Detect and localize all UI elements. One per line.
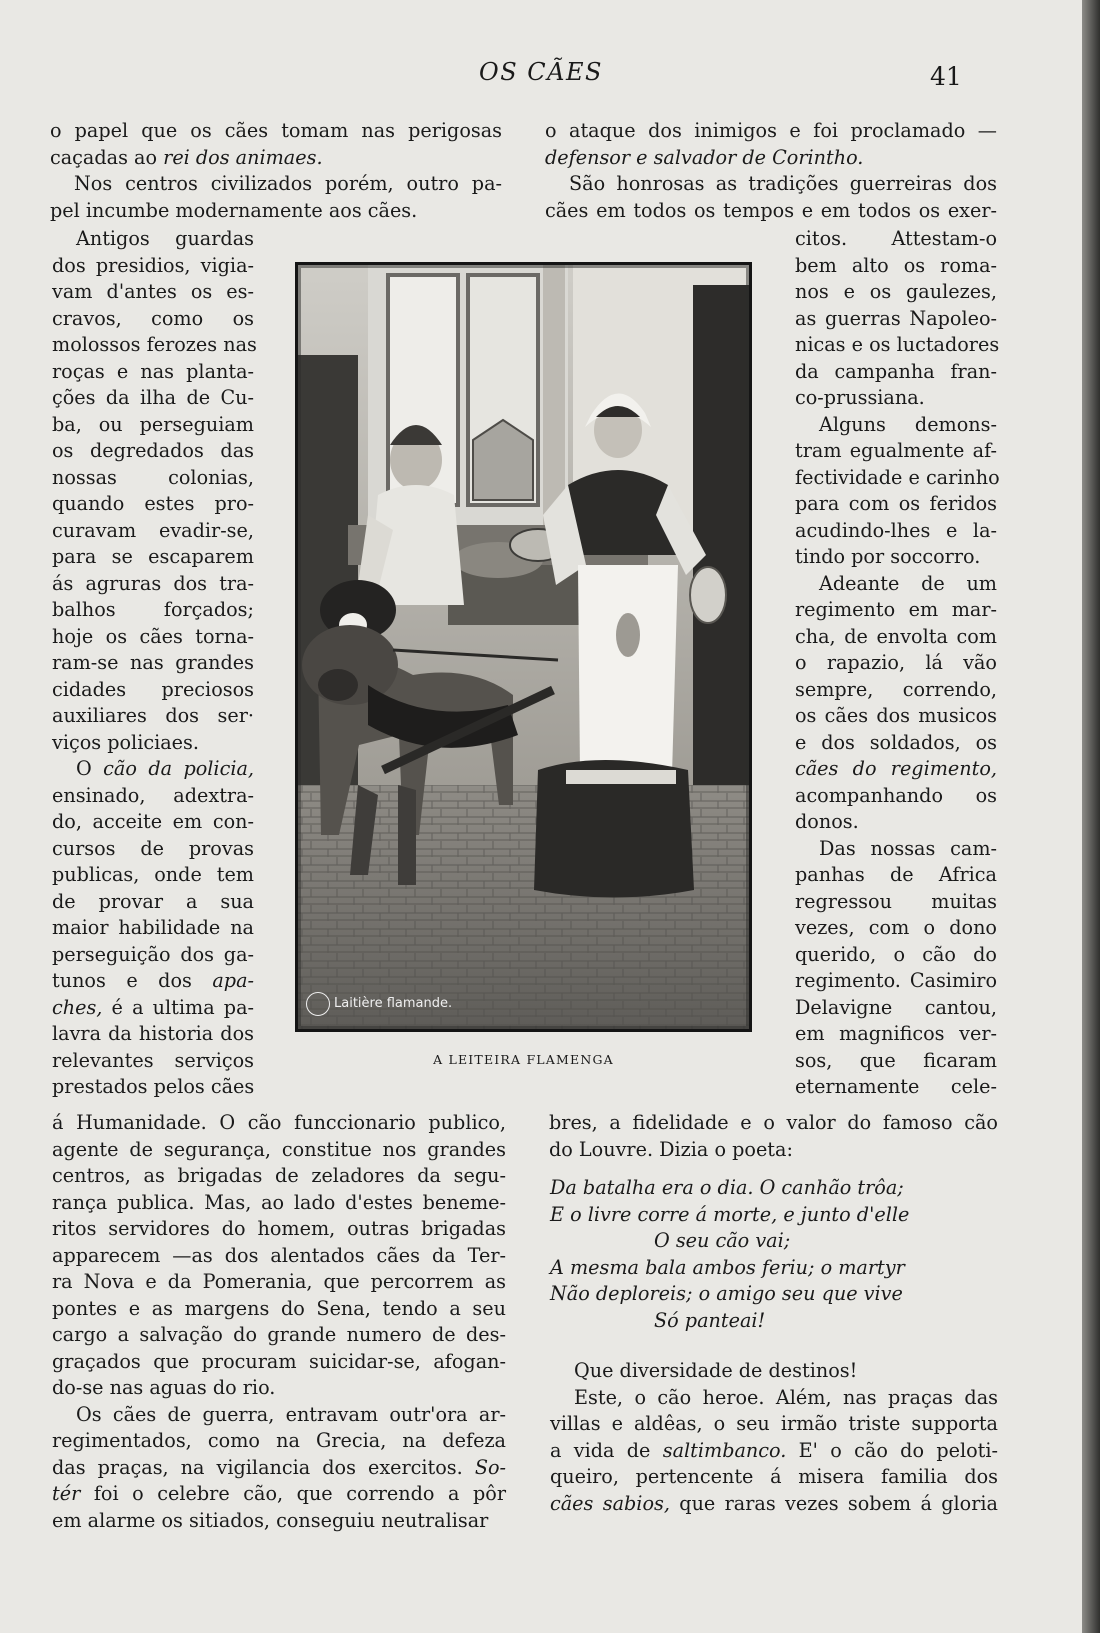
text-line: [550, 1385, 998, 1412]
text-run: acompanhando os: [795, 783, 997, 807]
text-line: [52, 1455, 506, 1482]
poem-line: E o livre corre á morte, e junto d'elle: [550, 1202, 910, 1226]
text-run: Nos centros civilizados porém, outro pa-: [74, 172, 502, 195]
text-line: [545, 145, 997, 172]
text-line: [52, 279, 254, 306]
text-line: [795, 332, 1000, 359]
text-run: pel incumbe modernamente aos cães.: [50, 198, 418, 222]
text-run: o papel que os cães tomam nas perigosas: [50, 119, 502, 142]
text-line: [52, 226, 254, 253]
text-run: para com os feridos: [795, 492, 997, 515]
text-line: [52, 1322, 506, 1349]
text-line: [550, 1464, 998, 1491]
text-line: [52, 624, 254, 651]
text-line: [52, 438, 254, 465]
text-line: [52, 756, 254, 783]
text-line: [52, 1048, 254, 1075]
text-run: os degredados das: [52, 439, 254, 462]
poem-line: A mesma bala ambos feriu; o martyr: [550, 1255, 905, 1279]
italic-run: cães do regimento,: [795, 757, 997, 780]
poem-quotation: [550, 1175, 909, 1334]
text-run: o rapazio, lá vão: [795, 651, 997, 674]
text-run: publicas, onde tem: [52, 863, 254, 886]
right-column-top: [545, 118, 997, 224]
text-line: [549, 1137, 998, 1164]
right-column-bottom: [550, 1358, 998, 1517]
poem-line: O seu cão vai;: [654, 1229, 791, 1252]
text-run: Os cães de guerra, entravam outr'ora ar-: [76, 1402, 506, 1426]
text-run: São honrosas as tradições guerreiras dos: [569, 172, 997, 195]
text-run: as guerras Napoleo-: [795, 306, 997, 330]
text-run: fectividade e carinho: [795, 465, 1000, 489]
text-run: a vida de: [550, 1438, 663, 1462]
text-run: rança publica. Mas, ao lado d'estes beneme-: [52, 1190, 506, 1214]
text-run: tunos e dos: [52, 969, 213, 992]
text-line: [52, 1137, 506, 1164]
text-line: [52, 1349, 506, 1376]
text-line: [795, 915, 997, 942]
text-run: maior habilidade na: [52, 916, 254, 939]
text-run: das praças, na vigilancia dos exercitos.: [52, 1455, 475, 1479]
text-line: [795, 571, 997, 598]
text-line: [52, 1163, 506, 1190]
text-line: [52, 359, 254, 386]
text-run: os cães dos musicos: [795, 704, 997, 727]
text-run: panhas de Africa: [795, 863, 997, 886]
text-run: o ataque dos inimigos e foi proclamado —: [545, 119, 997, 142]
text-run: tram egualmente af-: [795, 439, 997, 462]
text-run: foi o celebre cão, que correndo a pôr: [80, 1482, 506, 1505]
text-line: [52, 703, 254, 730]
text-line: [545, 198, 997, 225]
page-edge: [1082, 0, 1100, 1633]
text-line: [549, 1110, 998, 1137]
poem-line: Da batalha era o dia. O canhão trôa;: [550, 1176, 904, 1199]
text-line: [795, 253, 997, 280]
text-line: [52, 809, 254, 836]
text-run: do-se nas aguas do rio.: [52, 1376, 276, 1399]
text-line: [795, 597, 997, 624]
plate-label: Laitière flamande.: [334, 996, 453, 1011]
right-column-middle: [549, 1110, 998, 1163]
text-run: O: [76, 757, 104, 780]
text-run: cargo a salvação do grande numero de des-: [52, 1323, 506, 1346]
text-line: [795, 412, 997, 439]
text-run: Este, o cão heroe. Além, nas praças das: [574, 1385, 998, 1409]
text-line: [52, 677, 254, 704]
text-run: agente de segurança, constitue nos grandes: [52, 1137, 506, 1161]
text-run: Delavigne cantou,: [795, 995, 997, 1019]
text-run: quando estes pro-: [52, 492, 254, 515]
text-run: auxiliares dos ser·: [52, 704, 254, 727]
text-run: balhos forçados;: [52, 598, 254, 621]
text-line: [795, 783, 997, 810]
text-run: citos. Attestam-o: [795, 227, 997, 250]
text-run: ritos servidores do homem, outras brigadas: [52, 1217, 506, 1240]
text-run: de provar a sua: [52, 889, 254, 913]
photographer-mark-icon: [306, 992, 330, 1016]
text-run: molossos ferozes nas: [52, 333, 257, 356]
text-line: [545, 171, 997, 198]
text-line: [52, 1216, 506, 1243]
text-line: [52, 942, 254, 969]
text-run: roças e nas planta-: [52, 359, 254, 383]
text-line: [795, 862, 997, 889]
photo-illustration: [298, 265, 749, 1029]
text-run: sempre, correndo,: [795, 677, 997, 701]
italic-run: So-: [474, 1455, 506, 1479]
text-line: [52, 650, 254, 677]
text-run: regimentados, como na Grecia, na defeza: [52, 1429, 506, 1452]
text-line: [52, 1428, 506, 1455]
text-run: nicas e os luctadores: [795, 333, 1000, 356]
text-run: nos e os gaulezes,: [795, 280, 997, 303]
poem-line: Não deploreis; o amigo seu que vive: [550, 1282, 903, 1305]
text-run: ções da ilha de Cu-: [52, 386, 254, 409]
text-run: tindo por soccorro.: [795, 545, 981, 568]
text-line: [52, 412, 254, 439]
figure-caption: A LEITEIRA FLAMENGA: [433, 1052, 614, 1067]
text-line: [50, 198, 502, 225]
text-run: em alarme os sitiados, conseguiu neutralisar: [52, 1508, 489, 1532]
text-run: lavra da historia dos: [52, 1022, 254, 1045]
text-run: cidades preciosos: [52, 677, 254, 701]
text-run: perseguição dos ga-: [52, 942, 254, 966]
text-line: [795, 730, 997, 757]
text-run: Das nossas cam-: [819, 836, 997, 860]
text-line: [795, 968, 997, 995]
text-line: [795, 677, 997, 704]
text-line: [795, 385, 997, 412]
text-run: da campanha fran-: [795, 359, 997, 383]
text-run: caçadas ao: [50, 145, 164, 169]
text-line: [52, 1021, 254, 1048]
text-line: [795, 1048, 997, 1075]
text-line: [795, 518, 997, 545]
text-run: acudindo-lhes e la-: [795, 518, 997, 542]
text-line: [795, 438, 997, 465]
text-run: que raras vezes sobem á gloria: [669, 1491, 998, 1515]
text-run: cursos de provas: [52, 836, 254, 860]
text-run: regimento em mar-: [795, 598, 997, 621]
text-line: [795, 809, 997, 836]
text-line: [52, 1375, 506, 1402]
text-run: cha, de envolta com: [795, 624, 997, 648]
italic-run: rei dos animaes.: [163, 145, 323, 169]
italic-run: ches,: [52, 995, 103, 1019]
text-run: co-prussiana.: [795, 386, 925, 409]
italic-run: saltimbanco.: [662, 1438, 787, 1462]
page-number: 41: [930, 62, 962, 91]
text-run: queiro, pertencente á misera familia dos: [550, 1465, 998, 1488]
text-run: graçados que procuram suicidar-se, afogan-: [52, 1349, 506, 1373]
text-run: é a ultima pa-: [102, 995, 254, 1019]
text-run: do Louvre. Dizia o poeta:: [549, 1137, 793, 1161]
text-run: E' o cão do peloti-: [786, 1438, 998, 1462]
text-line: [795, 836, 997, 863]
poem-line: Só panteai!: [654, 1308, 766, 1332]
text-run: Antigos guardas: [76, 227, 254, 250]
text-line: [52, 862, 254, 889]
right-column-narrow: [795, 226, 1000, 1101]
text-run: regimento. Casimiro: [795, 969, 997, 992]
text-line: [52, 597, 254, 624]
text-run: Adeante de um: [819, 571, 997, 595]
text-run: ra Nova e da Pomerania, que percorrem as: [52, 1270, 506, 1293]
text-run: e dos soldados, os: [795, 730, 997, 754]
text-line: [52, 889, 254, 916]
text-line: [50, 118, 502, 145]
text-line: [795, 889, 997, 916]
italic-run: defensor e salvador de Corintho.: [545, 145, 864, 169]
text-line: [52, 332, 257, 359]
text-line: [52, 1074, 254, 1101]
left-column-bottom: [52, 1110, 506, 1534]
text-line: [795, 624, 997, 651]
text-line: [52, 1296, 506, 1323]
text-line: [795, 703, 997, 730]
text-line: [795, 1074, 997, 1101]
text-line: [52, 836, 254, 863]
italic-run: cão da policia,: [103, 757, 254, 780]
text-line: [52, 465, 254, 492]
text-line: [550, 1358, 998, 1385]
text-line: [52, 385, 254, 412]
text-run: villas e aldêas, o seu irmão triste supporta: [550, 1412, 998, 1435]
text-line: [795, 306, 997, 333]
text-line: [52, 1481, 506, 1508]
running-title: OS CÃES: [479, 58, 603, 86]
italic-run: apa-: [212, 969, 254, 992]
text-run: centros, as brigadas de zeladores da segu-: [52, 1164, 506, 1187]
text-run: viços policiaes.: [52, 730, 199, 754]
text-run: bem alto os roma-: [795, 253, 997, 277]
text-run: nossas colonias,: [52, 465, 254, 489]
text-line: [550, 1438, 998, 1465]
text-line: [52, 968, 254, 995]
text-line: [795, 995, 997, 1022]
text-line: [795, 1021, 997, 1048]
text-line: [52, 1508, 506, 1535]
text-line: [52, 1110, 506, 1137]
text-line: [50, 145, 502, 172]
text-run: ba, ou perseguiam: [52, 412, 254, 436]
text-line: [52, 544, 254, 571]
text-line: [795, 359, 997, 386]
text-run: relevantes serviços: [52, 1048, 254, 1072]
text-line: [52, 518, 254, 545]
text-line: [795, 942, 997, 969]
text-run: Que diversidade de destinos!: [574, 1359, 858, 1382]
text-line: [550, 1411, 998, 1438]
text-line: [52, 571, 254, 598]
text-run: á Humanidade. O cão funccionario publico,: [52, 1111, 506, 1134]
italic-run: cães sabios,: [550, 1491, 670, 1515]
text-run: em magnificos ver-: [795, 1022, 997, 1045]
text-run: querido, o cão do: [795, 942, 997, 966]
text-run: pontes e as margens do Sena, tendo a seu: [52, 1296, 506, 1320]
text-run: para se escaparem: [52, 545, 254, 568]
text-run: dos presidios, vigia-: [52, 253, 254, 277]
text-line: [795, 491, 997, 518]
left-column-narrow: [52, 226, 257, 1101]
text-run: vam d'antes os es-: [52, 280, 254, 303]
text-run: sos, que ficaram: [795, 1048, 997, 1072]
text-line: [52, 1190, 506, 1217]
text-line: [795, 226, 997, 253]
text-run: cravos, como os: [52, 306, 254, 330]
text-run: vezes, com o dono: [795, 916, 997, 939]
photo-leiteira-flamenga: [295, 262, 752, 1032]
text-line: [795, 650, 997, 677]
text-run: cães em todos os tempos e em todos os exer-: [545, 198, 997, 222]
text-run: Alguns demons-: [819, 412, 997, 436]
text-line: [52, 915, 254, 942]
italic-run: tér: [52, 1482, 81, 1505]
text-run: ram-se nas grandes: [52, 651, 254, 674]
left-column-top: [50, 118, 502, 224]
text-run: hoje os cães torna-: [52, 624, 254, 648]
text-line: [52, 1269, 506, 1296]
text-line: [545, 118, 997, 145]
text-line: [795, 756, 997, 783]
text-run: regressou muitas: [795, 889, 997, 913]
text-run: bres, a fidelidade e o valor do famoso cão: [549, 1111, 998, 1134]
text-line: [795, 279, 997, 306]
text-line: [52, 783, 254, 810]
text-line: [52, 491, 254, 518]
text-line: [550, 1491, 998, 1518]
text-line: [52, 995, 254, 1022]
text-line: [50, 171, 502, 198]
text-line: [795, 544, 997, 571]
text-run: ensinado, adextra-: [52, 783, 254, 807]
text-line: [52, 306, 254, 333]
text-run: apparecem —as dos alentados cães da Ter-: [52, 1243, 506, 1267]
text-line: [52, 730, 254, 757]
text-run: do, acceite em con-: [52, 810, 254, 833]
text-run: donos.: [795, 810, 859, 833]
text-line: [795, 465, 1000, 492]
text-line: [52, 1402, 506, 1429]
text-run: curavam evadir-se,: [52, 518, 254, 542]
text-line: [52, 253, 254, 280]
text-line: [52, 1243, 506, 1270]
text-run: prestados pelos cães: [52, 1075, 255, 1098]
text-run: eternamente cele-: [795, 1075, 997, 1098]
text-run: ás agruras dos tra-: [52, 571, 254, 595]
